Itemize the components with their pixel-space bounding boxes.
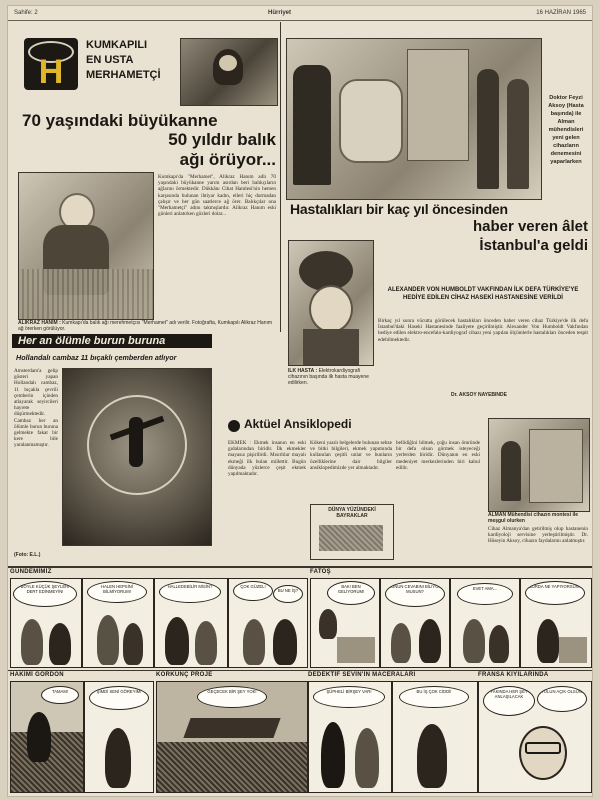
speech-bubble: TAMAM! xyxy=(41,686,79,704)
kumkapi-body: Kumkapı'da "Merhamet", Alikraz Hanım adlı 70 yaşındaki büyükanne yarım asırdan beri balıkçıların ağlarını örmektedir. Dükkânı Cihat Hamlesi'nin hemen karşısında bulunan ihtiyar kadın, elleri hiç durmadan çalışır ve her gün saatlerce ağ örer. Balıkçılar ona "Merhametçi" adını takmışlardır. Alikraz Hanım eski günleri anlatırken gözleri dolar... xyxy=(158,174,276,218)
almanya-story xyxy=(486,416,592,566)
acrobat-photo xyxy=(62,368,212,546)
engineer-caption: ALMAN Mühendisi cihazın montesi ile meşgul olurken xyxy=(488,512,579,524)
almanya-body: Cihaz Almanya'dan getirilmiş olup hastanenin kardiyoloji servisine yerleştirilmiştir. Dr. Hüseyin Aksoy, cihazın faydalarını anlatmıştır. xyxy=(488,526,588,545)
hastalik-byline: Dr. AKSOY NAYEBİNDE xyxy=(451,392,507,398)
ansiklopedi-col3: bellidiğini bilmek, çoğu insan ömründe bir defa olsun görmek isteyeceği yerlerden biridir. Dünyanın en eski medeniyet merkezlerinden biri kabul edilir. xyxy=(396,440,480,471)
flags-box xyxy=(310,504,394,560)
caption-text: Kumkapı'da balık ağı merehmetçısı "Merhamet" adı verilir. Fotoğrafta, Kumkapılı Alikraz Hanım ağ örerken görülüyor. xyxy=(18,320,273,332)
comic-panel xyxy=(308,681,392,793)
strip-title: KORKUNÇ PROJE xyxy=(156,672,213,678)
comic-panel xyxy=(478,681,592,793)
patient-caption xyxy=(288,368,372,386)
comic-panel xyxy=(10,578,82,668)
ansiklopedi-title: Aktüel Ansiklopedi xyxy=(244,417,352,431)
strip-title-right: FATOŞ xyxy=(310,569,331,575)
speech-bubble: BAK! BEN GELİYORUM! xyxy=(327,581,375,605)
olum-subheadline: Hollandalı cambaz 11 bıçaklı çemberden atlıyor xyxy=(16,353,177,362)
comic-panel xyxy=(82,578,154,668)
kicker-line-1: KUMKAPILI xyxy=(86,39,148,51)
comic-panel xyxy=(392,681,478,793)
caption-label: İLK HASTA : xyxy=(288,368,318,374)
divider xyxy=(280,22,281,332)
headline-line-1: 70 yaşındaki büyükanne xyxy=(22,111,218,130)
comic-panel xyxy=(380,578,450,668)
page-date: 16 HAZİRAN 1965 xyxy=(536,10,586,16)
speech-bubble: ÇOK GÜZEL! xyxy=(233,581,273,601)
headline-line-1: Hastalıkları bir kaç yıl öncesinden xyxy=(290,201,508,217)
flags-illustration xyxy=(319,525,383,551)
globe-icon xyxy=(228,420,240,432)
divider xyxy=(8,566,592,568)
old-woman-small-photo xyxy=(180,38,278,106)
ansiklopedi-col1: EKMEK : Ekmek insanın en eski gıdalarından biridir. İlk ekmekler mayasız pişirilirdi. Mısırlılar mayalı ekmeği ilk bulan millettir. Bugün dünyada yüzlerce çeşit ekmek yapılmaktadır. xyxy=(228,440,306,478)
hastalik-subheadline: ALEXANDER VON HUMBOLDT VAKFINDAN İLK DEFA TÜRKİYE'YE HEDİYE EDİLEN CİHAZ HASEKİ HASTANESİNE VERİLDİ xyxy=(387,287,579,301)
headline-line-2: haber veren âlet xyxy=(472,218,588,236)
ansiklopedi-col2: Kökeni yazılı belgelerde bulunan sebze ve bitki bilgileri, ekmek yapımında kullanılan çeşitli unlar ve bunların özelliklerine dair bilgiler ansiklopedimizde yer almaktadır. xyxy=(310,440,392,471)
newspaper-page xyxy=(8,6,592,796)
acrobat-caption: (Foto: E.L.) xyxy=(14,552,41,558)
headline-line-3: ağı örüyor... xyxy=(179,149,276,169)
doctors-machine-photo xyxy=(286,38,542,200)
speech-bubble: BUNUN CEVABINI BİLİYOR MUSUN? xyxy=(385,581,445,607)
speech-bubble: EVET AMA... xyxy=(457,583,513,605)
kicker-line-3: MERHAMETÇİ xyxy=(86,69,161,82)
comic-panel xyxy=(228,578,308,668)
headline-line-2: 50 yıldır balık xyxy=(168,130,276,150)
strip-title-left: GUNDEMİMİZ xyxy=(10,569,52,575)
logo-badge xyxy=(24,38,78,90)
speech-bubble: BURDA NE YAPIYORSUN? xyxy=(525,581,585,605)
kicker-line-2: EN USTA xyxy=(86,54,134,67)
hastalik-story xyxy=(284,22,592,418)
comic-panel xyxy=(154,578,228,668)
divider xyxy=(8,670,592,671)
strip-title: DEDEKTİF SEVİN'İN MACERALARI xyxy=(308,672,416,678)
speech-bubble: HALLEDEBİLİR MİSİN? xyxy=(159,581,221,603)
speech-bubble: GEÇECEK BİR ŞEY YOK! xyxy=(197,686,267,708)
doctors-side-caption: Doktor Feyzi Aksoy (Hasta başında) ile Alman mühendisleri yeni gelen cihazların denemesini yaparlarken xyxy=(548,95,584,165)
comic-panel xyxy=(10,681,84,793)
patient-helmet-photo xyxy=(288,240,374,366)
olum-body: Amsterdam'a gelip gösteri yapan Hollandalı cambaz, 11 bıçakla çevrili çemberin içinden atlayarak seyircileri hayrete düşürmektedir. Cambaz her an ölümle burun buruna gelmekte fakat bir kere bile yaralanmamıştır. xyxy=(14,368,58,449)
flags-box-title: DÜNYA YÜZÜNDEKİ BAYRAKLAR xyxy=(328,507,376,519)
speech-bubble: HALEN HEPSİNİ BİLMİYORUM! xyxy=(87,581,147,603)
olum-story xyxy=(8,332,222,564)
comic-panel xyxy=(84,681,154,793)
kumkapi-kicker xyxy=(86,40,182,82)
paper-name: Hürriyet xyxy=(268,10,292,16)
strip-title: FRANSA KIYILARINDA xyxy=(478,672,549,678)
comic-panel xyxy=(450,578,520,668)
old-woman-net-photo xyxy=(18,172,154,320)
page-header xyxy=(8,6,592,21)
caption-label: ALİKRAZ HANIM : xyxy=(18,320,61,326)
logo-letter: H xyxy=(38,53,64,91)
speech-bubble: ŞÜPHELİ BİRŞEY VAR! xyxy=(313,686,385,708)
olum-banner: Her an ölümle burun buruna xyxy=(12,334,212,348)
headline-line-3: İstanbul'a geldi xyxy=(479,236,588,254)
ansiklopedi-section xyxy=(224,416,484,566)
caption-text: Elektrokardiyografi cihazının başında ilk hasta muayene edilirken. xyxy=(288,368,369,386)
kumkapi-story xyxy=(8,22,280,332)
speech-bubble: BU NE İŞ? xyxy=(273,585,303,603)
speech-bubble: ŞİMDİ SENİ GÖREYİM! xyxy=(89,686,149,710)
speech-bubble: BÖYLE KÜÇÜK ŞEYLERİ DERT EDİNMEYİN! xyxy=(13,581,77,607)
speech-bubble: YAKINDA HER ŞEY ANLAŞILACAK xyxy=(483,686,535,716)
hastalik-body: Birkaç yıl sonra vücutta görülecek hastalıkları önceden haber veren cihaz Türkiye'de ilk defa İstanbul'daki Haseki Hastanesinde faaliyete geçirilmiştir. Alexander Von Humboldt Vakfından hediye edilen elektro-encefalo-kardiyograf cihazı yeni yapılan ölçümlerle hastalıkları önceden tespit edebilmektedir. xyxy=(378,318,588,343)
comic-panel xyxy=(520,578,592,668)
speech-bubble: BU İŞ ÇOK CİDDİ! xyxy=(399,686,469,708)
comics-row-1 xyxy=(8,569,592,669)
page-label: Sahife: 2 xyxy=(14,10,38,16)
comics-row-2 xyxy=(8,672,592,794)
comic-panel xyxy=(310,578,380,668)
comic-panel xyxy=(156,681,308,793)
kumkapi-main-headline xyxy=(22,112,276,168)
strip-title: HAKİMİ GORDON xyxy=(10,672,64,678)
engineer-photo xyxy=(488,418,590,512)
kumkapi-caption xyxy=(18,320,276,332)
speech-bubble: YOLUN AÇIK OLSUN! xyxy=(537,686,587,712)
